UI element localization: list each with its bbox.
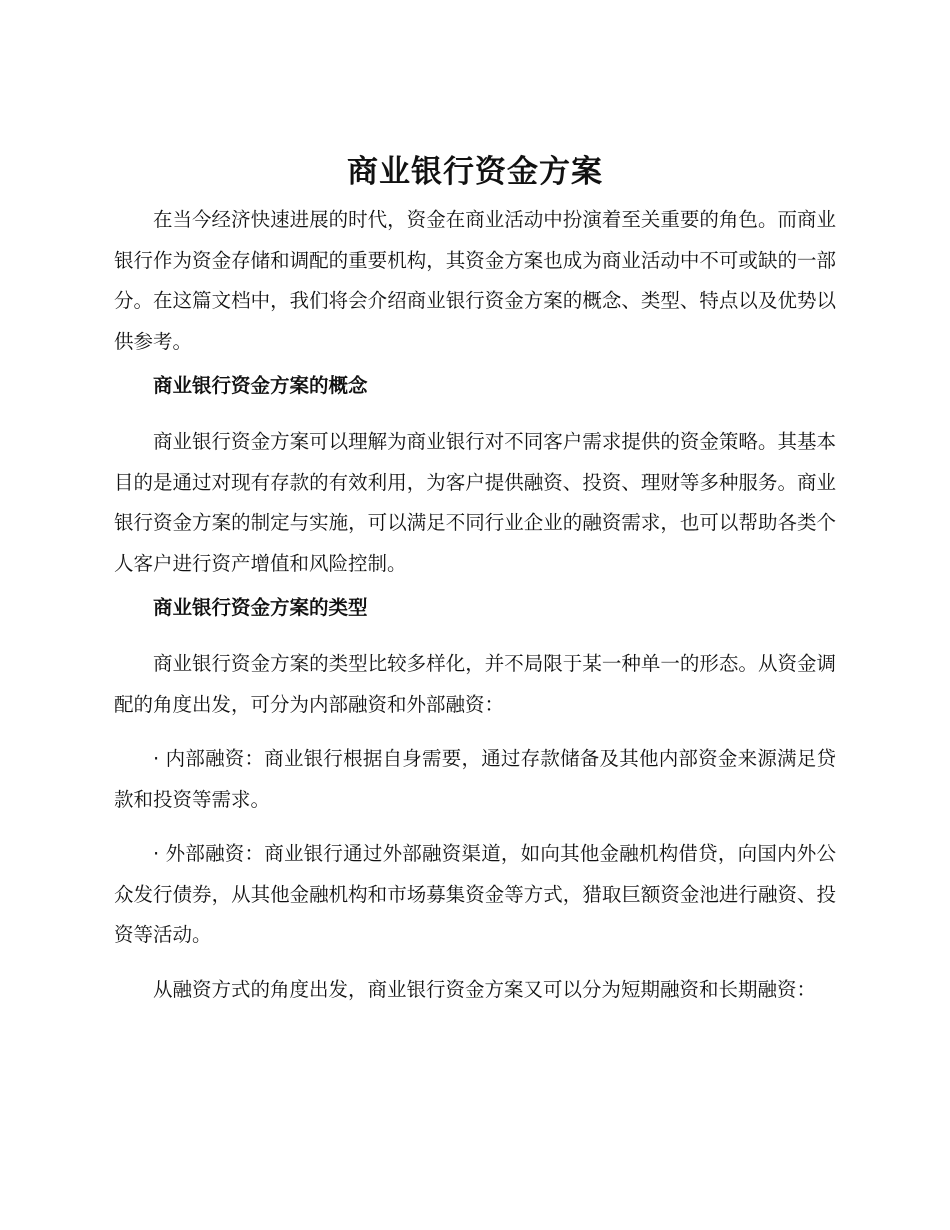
intro-paragraph: 在当今经济快速进展的时代，资金在商业活动中扮演着至关重要的角色。而商业银行作为资金存储和调配的重要机构，其资金方案也成为商业活动中不可或缺的一部分。在这篇文档中，我们将会介绍商业银行资金方案的概念、类型、特点以及优势以供参考。: [114, 208, 836, 353]
types-heading: 商业银行资金方案的类型: [153, 596, 368, 619]
types-paragraph: 商业银行资金方案的类型比较多样化，并不局限于某一种单一的形态。从资金调配的角度出发，可分为内部融资和外部融资：: [114, 652, 836, 716]
document-body: [114, 200, 836, 1010]
concept-heading: 商业银行资金方案的概念: [153, 374, 368, 397]
external-financing-item: · 外部融资：商业银行通过外部融资渠道，如向其他金融机构借贷，向国内外公众发行债券，从其他金融机构和市场募集资金等方式，猎取巨额资金池进行融资、投资等活动。: [114, 842, 836, 946]
concept-paragraph: 商业银行资金方案可以理解为商业银行对不同客户需求提供的资金策略。其基本目的是通过对现有存款的有效利用，为客户提供融资、投资、理财等多种服务。商业银行资金方案的制定与实施，可以满足不同行业企业的融资需求，也可以帮助各类个人客户进行资产增值和风险控制。: [114, 430, 836, 575]
financing-method-paragraph: 从融资方式的角度出发，商业银行资金方案又可以分为短期融资和长期融资：: [153, 977, 817, 1001]
document-title: 商业银行资金方案: [347, 154, 603, 190]
internal-financing-item: · 内部融资：商业银行根据自身需要，通过存款储备及其他内部资金来源满足贷款和投资等需求。: [114, 747, 836, 811]
